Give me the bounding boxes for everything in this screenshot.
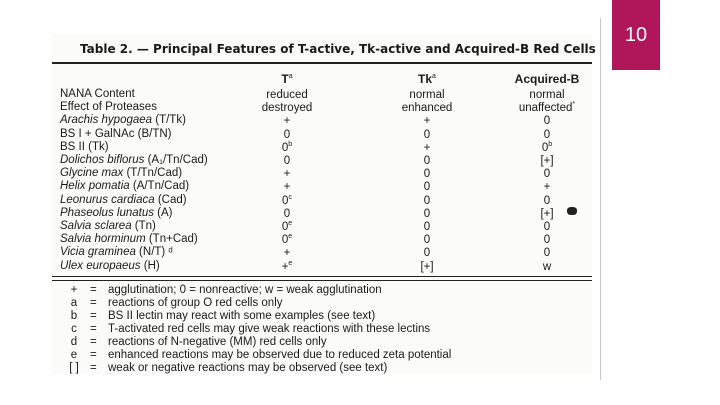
cell-tk: 0 (423, 154, 431, 167)
cell-t: 0 (283, 128, 291, 141)
row-label: Effect of Proteases (60, 101, 157, 114)
table-row (52, 194, 592, 207)
cell-acquired-b: [+] (540, 207, 554, 220)
cell-t: + (283, 115, 291, 128)
row-label: BS I + GalNAc (B/TN) (60, 127, 172, 140)
cell-t: 0 (283, 207, 291, 220)
cell-t: reduced (266, 88, 308, 101)
cell-tk: + (423, 115, 431, 128)
legend-equals: = (90, 284, 97, 296)
legend-text: agglutination; 0 = nonreactive; w = weak agglutination (108, 284, 382, 296)
scanned-table (52, 34, 596, 374)
cell-tk: 0 (423, 207, 431, 220)
footnote-rule (52, 280, 592, 281)
cell-acquired-b: + (543, 181, 551, 194)
cell-tk: + (423, 141, 431, 154)
cell-acquired-b: unaffected* (518, 101, 576, 115)
legend-text: BS II lectin may react with some examples (see text) (108, 310, 376, 322)
table-row (52, 207, 592, 220)
cell-tk: 0 (423, 220, 431, 233)
legend-item (52, 297, 592, 310)
cell-t: + (283, 168, 291, 181)
cell-acquired-b: 0 (543, 234, 551, 247)
cell-tk: 0 (423, 181, 431, 194)
cell-tk: 0 (423, 128, 431, 141)
table-row (52, 246, 592, 259)
cell-acquired-b: w (542, 260, 552, 273)
cell-tk: normal (409, 88, 445, 101)
table-row (52, 154, 592, 167)
table-title: Table 2. — Principal Features of T-active, Tk-active and Acquired-B Red Cells (80, 42, 596, 56)
legend-symbol: c (71, 323, 77, 335)
legend-symbol: d (70, 336, 78, 348)
cell-t: +$^e$ (281, 259, 293, 273)
column-header-t: $T^a$ (281, 72, 293, 86)
cell-t: 0e (281, 233, 293, 247)
row-label: Leonurus cardiaca (Cad) (60, 193, 187, 206)
legend-equals: = (90, 336, 97, 348)
table-row (52, 101, 592, 114)
row-label: Arachis hypogaea (T/Tk) (60, 114, 186, 127)
cell-t: + (283, 181, 291, 194)
legend-equals: = (90, 362, 97, 374)
table-row (52, 128, 592, 141)
table-row (52, 88, 592, 101)
cell-acquired-b: 0 (543, 247, 551, 260)
slide-number-text: 10 (624, 23, 648, 46)
row-label: Ulex europaeus (H) (60, 259, 160, 272)
legend-text: T-activated red cells may give weak reactions with these lectins (108, 323, 431, 335)
table-row (52, 180, 592, 193)
legend-text: weak or negative reactions may be observed (see text) (108, 362, 388, 374)
legend-equals: = (90, 323, 97, 335)
legend-item (52, 362, 592, 375)
column-header-acquired-b: Acquired-B (514, 72, 580, 86)
table-row (52, 220, 592, 233)
table-row (52, 260, 592, 273)
cell-t: destroyed (261, 102, 313, 115)
row-label: Dolichos biflorus (A₁/Tn/Cad) (60, 154, 208, 166)
column-header-tk: Tk$^a$ (418, 72, 436, 86)
cell-t: 0 (283, 154, 291, 167)
legend-symbol: a (70, 297, 78, 309)
cell-tk: [+] (420, 260, 434, 273)
legend-item (52, 349, 592, 362)
cell-t: 0$^c$ (282, 193, 292, 207)
row-label: Helix pomatia (A/Tn/Cad) (60, 180, 190, 193)
cell-tk: 0 (423, 194, 431, 207)
row-label: Phaseolus lunatus (A) (60, 206, 173, 219)
cell-tk: 0 (423, 234, 431, 247)
cell-acquired-b: 0 (543, 115, 551, 128)
legend-item (52, 336, 592, 349)
legend-symbol: e (70, 349, 78, 361)
row-label: NANA Content (60, 88, 135, 100)
legend-item (52, 284, 592, 297)
cell-t: 0$^b$ (281, 140, 293, 154)
table-row (52, 114, 592, 127)
cell-t: 0e (281, 220, 293, 233)
legend-text: enhanced reactions may be observed due to reduced zeta potential (108, 349, 452, 361)
legend-equals: = (90, 297, 97, 309)
table-row (52, 233, 592, 246)
legend-equals: = (90, 349, 97, 361)
legend-equals: = (90, 310, 97, 322)
cell-acquired-b: normal (529, 88, 565, 101)
row-label: Salvia horminum (Tn+Cad) (60, 233, 198, 246)
cell-t: + (283, 247, 291, 260)
legend-symbol: b (70, 310, 78, 322)
legend-text: reactions of group O red cells only (108, 297, 283, 309)
cell-acquired-b: 0 (543, 128, 551, 141)
legend-text: reactions of N-negative (MM) red cells only (108, 336, 327, 348)
cell-acquired-b: 0 (543, 220, 551, 233)
cell-acquired-b: 0 (543, 168, 551, 181)
scan-speck (567, 207, 577, 215)
legend-symbol: [ ] (69, 362, 79, 374)
cell-acquired-b: 0$^b$ (541, 140, 553, 154)
table-row (52, 167, 592, 180)
cell-tk: 0 (423, 168, 431, 181)
row-label: Glycine max (T/Tn/Cad) (60, 167, 183, 180)
cell-tk: enhanced (401, 102, 453, 115)
row-label: BS II (Tk) (60, 140, 109, 153)
bottom-rule (52, 276, 592, 277)
legend-item (52, 323, 592, 336)
cell-acquired-b: 0 (543, 194, 551, 207)
top-rule (52, 62, 592, 64)
row-label: Vicia graminea (N/T) ᵈ (60, 246, 173, 259)
legend-symbol: + (70, 284, 78, 296)
cell-acquired-b: [+] (540, 154, 554, 167)
table-row (52, 141, 592, 154)
cell-tk: 0 (423, 247, 431, 260)
row-label: Salvia sclarea (Tn) (60, 220, 156, 232)
legend-item (52, 310, 592, 323)
slide-number (612, 0, 660, 70)
